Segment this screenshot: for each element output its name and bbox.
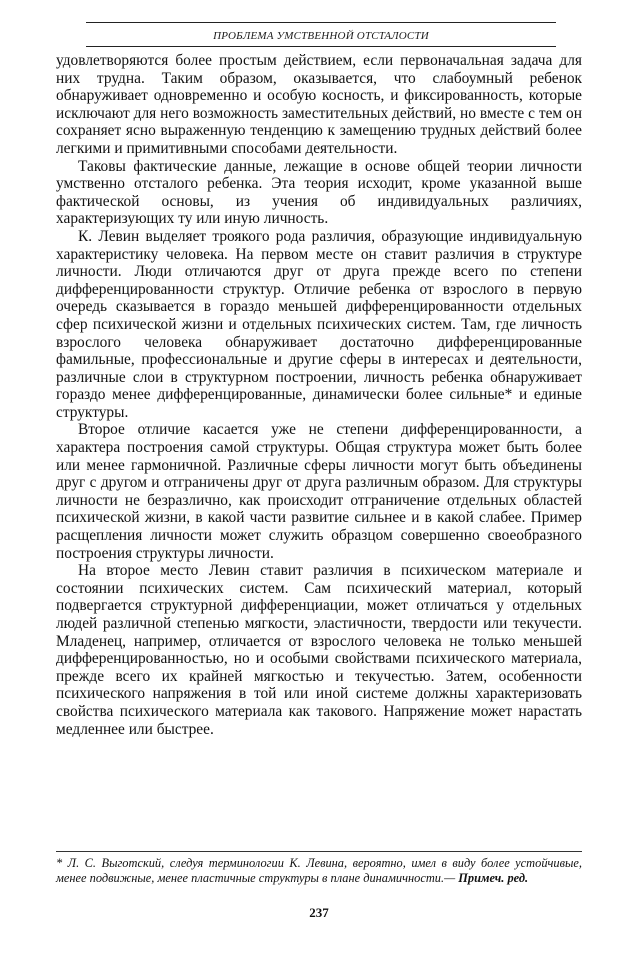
body-text xyxy=(56,52,582,738)
footnote xyxy=(56,856,582,885)
footnote-text: * Л. С. Выготский, следуя терминологии К. Левина, вероятно, имел в виду более устойчивые, менее подвижные, менее пластичные структуры в плане динамичности.— xyxy=(56,856,582,885)
running-head: ПРОБЛЕМА УМСТВЕННОЙ ОТСТАЛОСТИ xyxy=(86,22,556,42)
paragraph-5: На второе место Левин ставит различия в психическом материале и состоянии психических систем. Сам психический материал, который подвергается структурной дифференциации, может отличаться у отдельных людей различной степенью мягкости, эластичности, твердости или текучести. Младенец, например, отличается от взрослого человека не только меньшей дифференцированностью, но и особыми свойствами психического материала, прежде всего их крайней мягкостью и текучестью. Затем, особенности психического напряжения в той или иной системе должны характеризовать свойства психического материала как такового. Напряжение может нарастать медленнее или быстрее. xyxy=(56,562,582,738)
footnote-rule xyxy=(56,851,582,852)
running-head-rule xyxy=(86,46,556,47)
paragraph-4: Второе отличие касается уже не степени дифференцированности, а характера построения самой структуры. Общая структура может быть более или менее гармоничной. Различные сферы личности могут быть объединены друг с другом и отграничены друг от друга различным образом. Для структуры личности не безразлично, как происходит отграничение отдельных областей психической жизни, в какой части развитие сильнее и в какой слабее. Пример расщепления личности может служить образцом совершенно своеобразного построения структуры личности. xyxy=(56,421,582,562)
paragraph-3: К. Левин выделяет троякого рода различия, образующие индивидуальную характеристику человека. На первом месте он ставит различия в структуре личности. Люди отличаются друг от друга прежде всего по степени дифференцированности структур. Отличие ребенка от взрослого в первую очередь сказывается в гораздо меньшей дифференцированности отдельных сфер психической жизни и отдельных психических систем. Там, где личность взрослого человека обнаруживает достаточно дифференцированные фамильные, профессиональные и другие сферы в интересах и деятельности, различные слои в структурном построении, личность ребенка обнаруживает гораздо менее дифференцированные, динамически более сильные* и единые структуры. xyxy=(56,227,582,421)
footnote-editor-note: Примеч. ред. xyxy=(458,870,529,885)
paragraph-2: Таковы фактические данные, лежащие в основе общей теории личности умственно отсталого ребенка. Эта теория исходит, кроме указанной выше фактической основы, из учения об индивидуальных различиях, характеризующих ту или иную личность. xyxy=(56,157,582,228)
page-number: 237 xyxy=(309,905,329,920)
book-page xyxy=(56,0,582,958)
paragraph-1: удовлетворяются более простым действием, если первоначальная задача для них трудна. Таким образом, оказывается, что слабоумный ребенок обнаруживает одновременно и особую косность, и фиксированность, которые исключают для него возможность заместительных действий, но вместе с тем он сохраняет ясно выраженную тенденцию к замещению трудных действий более легкими и примитивными способами деятельности. xyxy=(56,52,582,157)
